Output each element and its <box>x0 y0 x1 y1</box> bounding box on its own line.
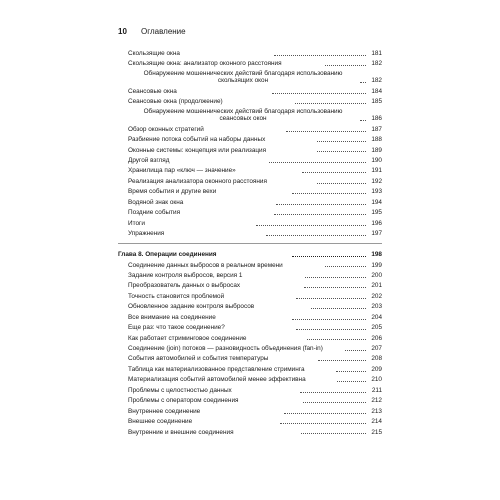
running-title: Оглавление <box>141 27 186 36</box>
toc-entry-title: Время события и другие вехи <box>128 188 217 196</box>
toc-entry <box>118 279 382 289</box>
toc-entry-title: Сеансовые окна <box>128 87 177 95</box>
toc-entry-page: 186 <box>371 115 382 123</box>
toc-entry-page: 189 <box>371 146 382 154</box>
toc-entry-title-wrap <box>128 429 299 437</box>
toc-entry-title: Проблемы с оператором соединения <box>128 397 239 405</box>
toc-entry-title: Оконные системы: концепция или реализация <box>128 146 267 154</box>
toc-entry-title-wrap <box>128 303 309 311</box>
toc-entry <box>118 321 382 331</box>
toc-entry-page: 192 <box>371 177 383 185</box>
toc-entry <box>118 259 382 269</box>
toc-entry-title: Другой взгляд <box>128 157 170 164</box>
toc-entry-page: 200 <box>371 271 383 279</box>
toc-entry-title: Водяной знак окна <box>128 198 184 206</box>
toc-entry <box>118 206 382 216</box>
toc-entry <box>118 353 382 363</box>
toc-entry-title-wrap <box>128 376 335 384</box>
toc-entry-title-wrap <box>128 387 298 395</box>
toc-entry-page: 215 <box>371 428 383 436</box>
toc-entry-title: Таблица как материализованное представление стриминга <box>128 365 305 373</box>
toc-entry-title: Хранилища пар «ключ — значение» <box>128 167 236 175</box>
toc-entry-title-wrap <box>128 98 293 106</box>
toc-entry-page: 185 <box>371 98 383 106</box>
toc-leader-dots <box>286 131 366 132</box>
toc-entry-page: 193 <box>371 188 383 196</box>
toc-leader-dots <box>318 360 366 361</box>
toc-entry <box>118 57 382 67</box>
toc-entry-title-wrap <box>128 199 274 207</box>
toc-entry-title: Как работает стриминговое соединение <box>128 334 247 342</box>
toc-entry-page: 181 <box>371 49 382 57</box>
toc-leader-dots <box>317 151 366 152</box>
toc-entry <box>118 144 382 154</box>
toc-leader-dots <box>295 103 366 104</box>
toc-entry-page: 194 <box>371 198 382 206</box>
toc-leader-dots <box>276 204 366 205</box>
toc-entry-title: Все внимание на соединение <box>128 313 216 321</box>
toc-entry-page: 197 <box>371 230 383 238</box>
toc-leader-dots <box>303 402 366 403</box>
toc-entry-title-wrap <box>128 209 272 217</box>
toc-leader-dots <box>266 235 366 236</box>
toc-entry-page: 201 <box>371 282 383 290</box>
toc-entry-title: Еще раз: что такое соединение? <box>128 324 225 332</box>
toc-entry-title: Реализация анализатора оконного расстояния <box>128 177 267 185</box>
toc-entry-title-wrap <box>128 88 270 96</box>
toc-leader-dots <box>311 308 366 309</box>
toc-entry-page: 203 <box>371 303 383 311</box>
toc-entry-title: Разбиение потока событий на наборы данных <box>128 136 266 144</box>
toc-entry-page: 204 <box>371 313 383 321</box>
toc-entry-title: Сеансовые окна (продолжение) <box>128 98 223 106</box>
toc-leader-dots <box>292 319 366 320</box>
toc-entry-title: Соединение данных выбросов в реальном времени <box>128 261 283 269</box>
toc-entry-title: Внутреннее соединение <box>128 407 201 415</box>
toc-entry-title: Внешнее соединение <box>128 418 193 426</box>
toc-leader-dots <box>256 225 366 226</box>
toc-leader-dots <box>292 193 366 194</box>
toc-entry-page: 213 <box>371 407 382 415</box>
toc-entry-title-wrap <box>128 355 316 363</box>
toc-leader-dots <box>304 287 366 288</box>
toc-entry-page: 195 <box>371 209 382 217</box>
toc-entry-title-wrap <box>128 282 302 290</box>
page-header <box>118 27 186 36</box>
table-of-contents <box>118 47 382 436</box>
toc-entry <box>118 196 382 206</box>
toc-entry-title-wrap <box>128 70 358 85</box>
toc-entry <box>118 133 382 143</box>
toc-entry-title: Скользящие окна <box>128 49 180 57</box>
toc-entry <box>118 269 382 279</box>
toc-entry-page: 206 <box>371 334 383 342</box>
toc-entry-page: 212 <box>371 397 382 405</box>
toc-entry-page: 202 <box>371 292 383 300</box>
toc-leader-dots <box>317 141 366 142</box>
toc-entry-page: 207 <box>371 345 382 352</box>
toc-entry <box>118 95 382 105</box>
toc-leader-dots <box>317 183 366 184</box>
toc-entry <box>118 175 382 185</box>
toc-entry-title-wrap <box>128 178 315 186</box>
toc-entry-title-wrap <box>128 188 290 196</box>
toc-entry-page: 211 <box>371 386 383 394</box>
toc-entry-title-wrap <box>128 262 323 270</box>
toc-leader-dots <box>292 256 366 257</box>
toc-entry-page: 191 <box>371 167 382 175</box>
toc-leader-dots <box>296 329 366 330</box>
toc-leader-dots <box>336 371 366 372</box>
toc-entry <box>118 47 382 57</box>
toc-leader-dots <box>360 82 366 83</box>
toc-leader-dots <box>269 162 366 163</box>
toc-entry-title-wrap <box>128 345 343 353</box>
toc-entry-page: 190 <box>371 157 382 164</box>
toc-entry-title-wrap <box>128 147 315 155</box>
toc-leader-dots <box>337 381 366 382</box>
toc-entry <box>118 342 382 352</box>
toc-leader-dots <box>280 423 366 424</box>
toc-leader-dots <box>325 65 366 66</box>
toc-entry-page: 208 <box>371 355 383 363</box>
toc-entry-title-wrap <box>128 335 305 343</box>
toc-entry-title-wrap <box>128 293 294 301</box>
toc-entry-title: Итоги <box>128 219 145 227</box>
toc-leader-dots <box>272 93 366 94</box>
toc-entry-title: Внутренние и внешние соединения <box>128 428 234 436</box>
toc-entry-title: Упражнения <box>128 230 165 238</box>
toc-entry-title: Глава 8. Операции соединения <box>118 251 217 259</box>
toc-leader-dots <box>274 214 366 215</box>
toc-entry-page: 214 <box>371 418 382 426</box>
toc-entry-title-wrap <box>128 136 315 144</box>
toc-entry-title-wrap <box>128 157 267 165</box>
toc-entry-title: Поздние события <box>128 209 181 217</box>
toc-leader-dots <box>284 413 366 414</box>
toc-entry-title: Обнаружение мошеннических действий благодаря использованию сеансовых окон <box>143 107 343 123</box>
toc-entry-page: 196 <box>371 219 382 227</box>
toc-entry-title-wrap <box>128 408 282 416</box>
toc-entry-title: Задание контроля выбросов, версия 1 <box>128 271 243 279</box>
toc-entry-title-wrap <box>128 272 303 280</box>
toc-entry <box>118 394 382 404</box>
toc-leader-dots <box>307 339 366 340</box>
toc-leader-dots <box>301 433 366 434</box>
toc-entry-page: 198 <box>371 251 382 259</box>
toc-entry <box>118 363 382 373</box>
toc-entry-title: Материализация событий автомобилей менее эффективна <box>128 376 306 384</box>
toc-entry-title-wrap <box>128 418 278 426</box>
toc-entry <box>118 300 382 310</box>
toc-chapter-entry <box>118 243 382 259</box>
toc-entry-title: Обновленное задание контроля выбросов <box>128 303 255 311</box>
toc-entry-title: Скользящие окна: анализатор оконного расстояния <box>128 60 282 68</box>
toc-entry-title-wrap <box>128 126 284 134</box>
toc-entry-page: 182 <box>371 77 382 85</box>
toc-entry-page: 205 <box>371 324 383 332</box>
toc-leader-dots <box>274 55 366 56</box>
toc-entry <box>118 227 382 237</box>
toc-entry-title-wrap <box>128 167 300 175</box>
toc-entry-title-wrap <box>128 230 264 238</box>
toc-entry-title-wrap <box>128 324 294 332</box>
toc-entry <box>118 217 382 227</box>
toc-entry-page: 210 <box>371 376 382 384</box>
toc-entry <box>118 165 382 175</box>
toc-entry-title-wrap <box>128 397 301 405</box>
toc-entry <box>118 415 382 425</box>
toc-entry-title-wrap <box>118 251 290 259</box>
toc-leader-dots <box>302 172 366 173</box>
toc-entry <box>118 405 382 415</box>
toc-entry-title: Обнаружение мошеннических действий благодаря использованию скользящих окон <box>143 69 343 85</box>
toc-entry-title: Проблемы с целостностью данных <box>128 386 232 394</box>
toc-leader-dots <box>300 392 366 393</box>
toc-entry-page: 209 <box>371 365 382 373</box>
toc-entry-title-wrap <box>128 314 290 322</box>
toc-entry-page: 188 <box>371 136 382 144</box>
toc-leader-dots <box>345 350 366 351</box>
toc-leader-dots <box>305 277 366 278</box>
toc-entry <box>118 384 382 394</box>
toc-entry-page: 187 <box>371 125 382 133</box>
toc-entry <box>118 85 382 95</box>
toc-entry <box>118 332 382 342</box>
toc-entry-title: Обзор оконных стратегий <box>128 125 204 133</box>
toc-entry <box>118 290 382 300</box>
toc-entry-page: 182 <box>371 60 383 68</box>
toc-entry-title-wrap <box>128 220 254 228</box>
page-number: 10 <box>118 27 127 36</box>
toc-entry-title-wrap <box>128 60 323 68</box>
toc-entry <box>118 311 382 321</box>
toc-entry-title-wrap <box>128 108 358 123</box>
toc-entry-title: События автомобилей и события температуры <box>128 355 269 363</box>
toc-entry-title: Преобразователь данных о выбросах <box>128 282 241 290</box>
toc-entry-page: 184 <box>371 87 383 95</box>
toc-entry-page: 199 <box>371 261 382 269</box>
toc-entry <box>118 185 382 195</box>
toc-entry-title: Точность становится проблемой <box>128 292 225 300</box>
toc-entry <box>118 106 382 123</box>
toc-leader-dots <box>325 266 366 267</box>
toc-entry <box>118 123 382 133</box>
toc-leader-dots <box>296 298 366 299</box>
toc-entry <box>118 373 382 383</box>
toc-entry-title-wrap <box>128 366 334 374</box>
toc-entry-title-wrap <box>128 50 272 58</box>
toc-entry <box>118 426 382 436</box>
toc-entry <box>118 68 382 85</box>
toc-entry <box>118 154 382 164</box>
toc-leader-dots <box>360 120 366 121</box>
toc-entry-title: Соединение (join) потоков — разновидность объединения (fan-in) <box>128 345 323 352</box>
